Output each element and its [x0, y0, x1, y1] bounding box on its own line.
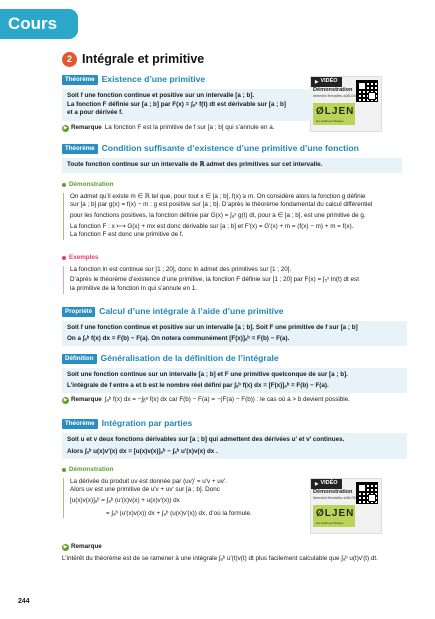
theorem-existence-primitive: [62, 74, 312, 133]
bullet-icon: [62, 256, 66, 260]
video-card-1[interactable]: [310, 76, 382, 132]
cours-banner: [0, 9, 78, 39]
theorem-box: Soit f une fonction continue et positive sur un intervalle [a ; b]. La fonction F définie sur [a ; b] par F(x) = ∫ₐˣ f(t) dt est dérivable sur [a ; b] et a pour dérivée f.: [62, 89, 312, 121]
bullet-icon: [62, 183, 66, 187]
video-url[interactable]: lienmini.fr/maths-s08-05: [313, 495, 356, 500]
page-number: 244: [18, 598, 30, 605]
theorem-title: Condition suffisante d’existence d’une primitive d’une fonction: [101, 143, 359, 153]
qr-code-icon[interactable]: [356, 482, 378, 504]
theorem-tag: Théorème: [62, 144, 98, 155]
theorem-box: Toute fonction continue sur un intervalle de ℝ admet des primitives sur cet intervalle.: [62, 158, 402, 173]
theorem-title: Intégration par parties: [101, 418, 193, 428]
definition-tag: Définition: [62, 354, 97, 365]
play-icon: ▶: [315, 480, 319, 486]
section-title: [62, 51, 204, 68]
definition-generalisation: [62, 353, 407, 405]
property-tag: Propriété: [62, 307, 95, 318]
lumni-logo: ØLJEN les maths en finesse: [313, 505, 355, 527]
examples: Exemples La fonction ln est continue sur [1 ; 20], donc ln admet des primitives sur [1 ; 20]. D’après le théorème d’existence d’une primitive, la fonction F définie sur [1 ; 20] par F(x) = ∫₅ˣ ln(t) dt est la primitive de la fonction ln qui s’annule en 1.: [62, 254, 407, 294]
remark: ▶ Remarque ∫ₐᵇ f(x) dx = −∫ᵦᵃ f(x) dx car F(b) − F(a) = −(F(a) − F(b)) : le cas où a > b devient possible.: [63, 396, 350, 404]
remark-final: ▶ Remarque L’intérêt du théorème est de se ramener à une intégrale ∫ₐᵇ u′(t)v(t) dt plus facilement calculable que ∫ₐᵇ u(t)v′(t) dt.: [62, 543, 378, 562]
theorem-integration-by-parts: [62, 418, 407, 459]
remark-arrow-icon: ▶: [63, 543, 68, 550]
qr-code-icon[interactable]: [356, 80, 378, 102]
video-tag: ▶ VIDÉO: [311, 479, 342, 489]
video-title: Démonstration: [313, 489, 353, 495]
banner-label: Cours: [8, 14, 58, 33]
property-box: Soit f une fonction continue et positive sur un intervalle [a ; b]. Soit F une primitive de f sur [a ; b] On a ∫ₐᵇ f(x) dx = F(b) − F(a). On notera communément [F(x)]ₐᵇ = F(b) − F(a).: [62, 321, 407, 346]
video-url[interactable]: lienmini.fr/maths-s08-04: [313, 93, 356, 98]
definition-title: Généralisation de la définition de l’intégrale: [100, 353, 279, 363]
remark: ▶ Remarque La fonction F est la primitive de f sur [a ; b] qui s’annule en a.: [63, 123, 275, 131]
property-integral-calc: [62, 306, 407, 346]
video-title: Démonstration: [313, 87, 353, 93]
demonstration-2: Démonstration La dérivée du produit uv est donnée par (uv)′ = u′v + uv′. Alors uv est une primitive de u′v + uv′ sur [a ; b]. Donc [u(x)v(x)]ₐᵇ = ∫ₐᵇ (u′(x)v(x) + u(x)v′(x)) dx = ∫ₐᵇ (u′(x)v(x)) dx + ∫ₐᵇ (u(x)v′(x)) dx, d’où la formule.: [62, 466, 307, 518]
bullet-icon: [62, 468, 66, 472]
theorem-sufficient-condition: [62, 143, 402, 173]
demonstration-1: Démonstration On admet qu’il existe m ∈ ℝ tel que, pour tout x ∈ [a ; b], f(x) ≥ m. On considère alors la fonction g définie sur [a ; b] par g(x) = f(x) − m : g est positive sur [a ; b]. D’après le théorème fondamental du calcul différentiel pour les fonctions positives, la fonction définie par G(x) = ∫ₐˣ g(t) dt, pour a ∈ [a ; b], est une primitive de g. La fonction F : x ⟼ G(x) + mx est donc dérivable sur [a ; b] et F′(x) = G′(x) + m = (f(x) − m) + m = f(x). La fonction F est donc une primitive de f.: [62, 181, 407, 240]
video-tag: ▶ VIDÉO: [311, 77, 342, 87]
section-heading: Intégrale et primitive: [82, 52, 205, 66]
property-title: Calcul d’une intégrale à l’aide d’une primitive: [99, 306, 284, 316]
section-number: 2: [62, 52, 77, 67]
definition-box: Soit une fonction continue sur un intervalle [a ; b] et F une primitive quelconque de sur [a ; b]. L’intégrale de f entre a et b est le nombre réel défini par ∫ₐᵇ f(x) dx = [F(x)]ₐᵇ = F(b) − F(a).: [62, 368, 407, 393]
remark-arrow-icon: ▶: [63, 124, 68, 131]
theorem-box: Soit u et v deux fonctions dérivables sur [a ; b] qui admettent des dérivées u′ et v′ continues. Alors ∫ₐᵇ u(x)v′(x) dx = [u(x)v(x)]ₐᵇ − ∫ₐᵇ u′(x)v(x) dx .: [62, 433, 407, 459]
theorem-tag: Théorème: [62, 419, 98, 430]
video-card-2[interactable]: [310, 478, 382, 534]
theorem-tag: Théorème: [62, 75, 98, 86]
remark-arrow-icon: ▶: [63, 397, 68, 404]
theorem-title: Existence d’une primitive: [101, 74, 206, 84]
play-icon: ▶: [315, 78, 319, 84]
lumni-logo: ØLJEN les maths en finesse: [313, 103, 355, 125]
